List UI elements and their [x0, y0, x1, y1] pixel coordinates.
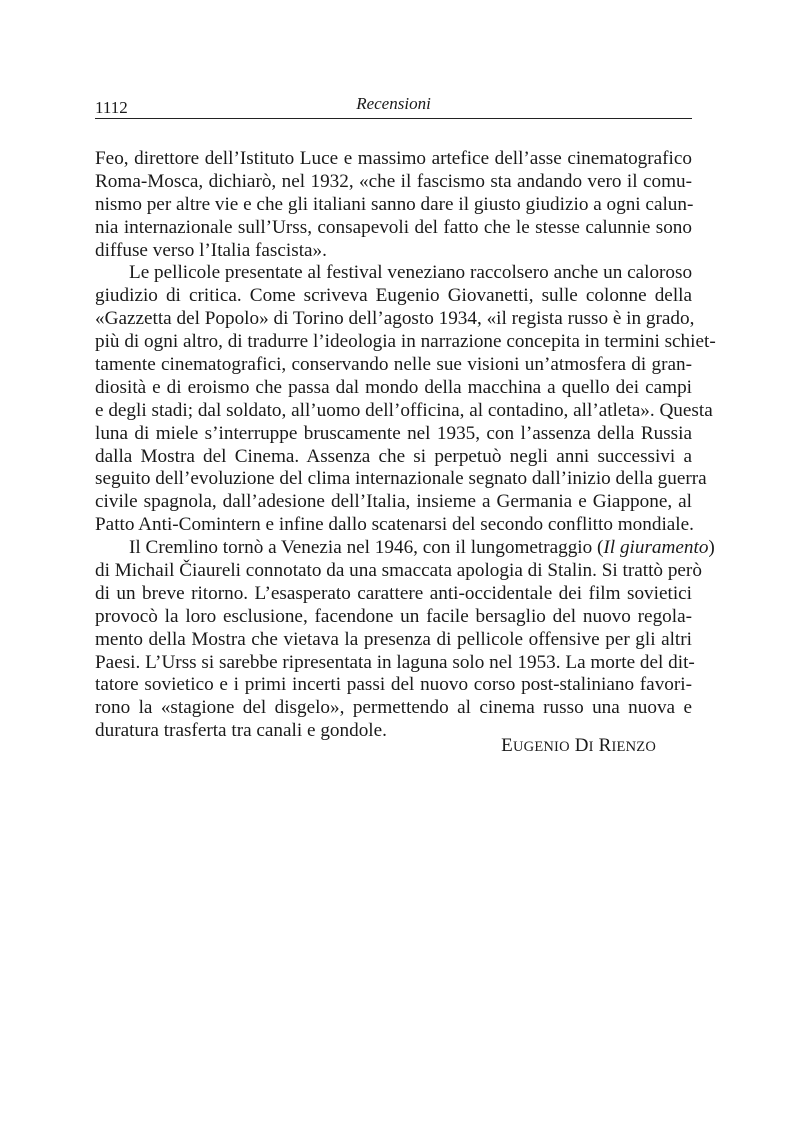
body-text — [95, 148, 716, 743]
text-line: tamente cinematografici, conservando nelle sue visioni un’atmosfera di gran- — [95, 354, 692, 376]
paragraph-2 — [95, 262, 716, 537]
text-line — [95, 537, 715, 560]
text-line: e degli stadi; dal soldato, all’uomo dell’officina, al contadino, all’atleta». Questa — [95, 399, 713, 421]
text-line: civile spagnola, dall’adesione dell’Italia, insieme a Germania e Giappone, al — [95, 491, 692, 513]
text-line: Roma-Mosca, dichiarò, nel 1932, «che il fascismo sta andando vero il comu- — [95, 170, 692, 192]
text-line: giudizio di critica. Come scriveva Eugenio Giovanetti, sulle colonne della — [95, 285, 692, 307]
text-line: Feo, direttore dell’Istituto Luce e massimo artefice dell’asse cinematografico — [95, 148, 692, 169]
text-run: ) — [708, 537, 715, 559]
signature-part: E — [501, 735, 513, 756]
text-line: di un breve ritorno. L’esasperato carattere anti-occidentale dei film sovietici — [95, 582, 692, 604]
signature-part: I — [588, 739, 594, 755]
text-line: nia internazionale sull’Urss, consapevoli del fatto che le stesse calunnie sono — [95, 216, 692, 238]
text-line: «Gazzetta del Popolo» di Torino dell’agosto 1934, «il regista russo è in grado, — [95, 308, 695, 330]
signature-part: D — [574, 735, 589, 756]
signature-part: UGENIO — [512, 739, 570, 755]
text-line: Patto Anti-Comintern e infine dallo scatenarsi del secondo conflitto mondiale. — [95, 514, 694, 536]
paragraph-1 — [95, 148, 692, 262]
text-line: dalla Mostra del Cinema. Assenza che si perpetuò negli anni successivi a — [95, 445, 692, 467]
text-line: di Michail Čiaureli connotato da una smaccata apologia di Stalin. Si trattò però — [95, 560, 702, 582]
text-run: Il Cremlino tornò a Venezia nel 1946, con il lungometraggio ( — [129, 537, 604, 559]
page-number: 1112 — [95, 98, 128, 117]
text-line: diosità e di eroismo che passa dal mondo della macchina a quello dei campi — [95, 376, 692, 398]
film-title: Il giuramento — [603, 537, 709, 559]
author-signature — [501, 735, 656, 757]
text-line: duratura trasferta tra canali e gondole. — [95, 720, 387, 742]
text-line: mento della Mostra che vietava la presenza di pellicole offensive per gli altri — [95, 628, 692, 650]
text-line: diffuse verso l’Italia fascista». — [95, 239, 327, 261]
text-line: seguito dell’evoluzione del clima internazionale segnato dall’inizio della guerra — [95, 468, 707, 490]
paragraph-3 — [95, 537, 715, 743]
signature-part: IENZO — [611, 739, 656, 755]
header-rule — [95, 118, 692, 119]
signature-part: R — [598, 735, 612, 756]
text-line: provocò la loro esclusione, facendone un facile bersaglio del nuovo regola- — [95, 605, 692, 627]
text-line: luna di miele s’interruppe bruscamente nel 1935, con l’assenza della Russia — [95, 422, 692, 444]
text-line: Le pellicole presentate al festival veneziano raccolsero anche un caloroso — [129, 262, 693, 284]
text-line: più di ogni altro, di tradurre l’ideologia in narrazione concepita in termini schiet- — [95, 331, 716, 353]
text-line: Paesi. L’Urss si sarebbe ripresentata in laguna solo nel 1953. La morte del dit- — [95, 651, 695, 673]
text-line: tatore sovietico e i primi incerti passi del nuovo corso post-staliniano favori- — [95, 674, 692, 696]
section-title: Recensioni — [356, 94, 431, 113]
running-header — [95, 94, 692, 116]
text-line: nismo per altre vie e che gli italiani sanno dare il giusto giudizio a ogni calun- — [95, 193, 694, 215]
text-line: rono la «stagione del disgelo», permettendo al cinema russo una nuova e — [95, 697, 692, 719]
